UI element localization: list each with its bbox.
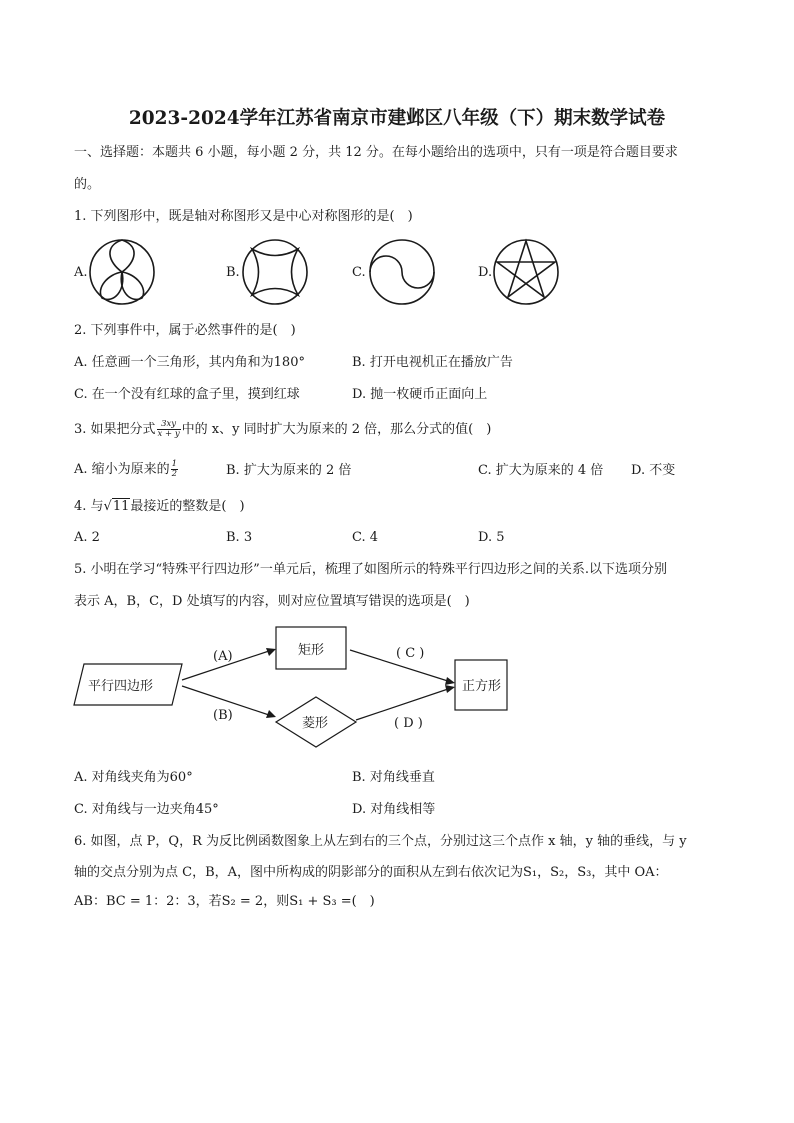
q1-option-d-label: D.	[478, 265, 493, 280]
exam-title: 2023-2024学年江苏省南京市建邺区八年级（下）期末数学试卷	[128, 108, 666, 129]
q4-stem-post: 最接近的整数是( )	[130, 499, 245, 514]
q6-stem-line1: 6. 如图，点 P，Q，R 为反比例函数图象上从左到右的三个点，分别过这三个点作 x 轴，y 轴的垂线，与 y	[74, 834, 687, 849]
three-petal-circle-icon	[90, 240, 154, 304]
arrow-b-head	[266, 710, 276, 718]
arrow-c-head	[445, 677, 455, 685]
arrow-a-head	[266, 648, 276, 656]
pentagram-circle-icon	[494, 240, 558, 304]
q1-option-b-label: B.	[226, 265, 240, 280]
parallelogram-label: 平行四边形	[88, 679, 154, 694]
q5-option-d: D. 对角线相等	[352, 802, 436, 817]
arrow-d-head	[445, 685, 455, 693]
diagram-label-d: ( D )	[394, 716, 423, 731]
q3-option-b: B. 扩大为原来的 2 倍	[226, 463, 352, 478]
q4-option-a: A. 2	[74, 530, 100, 545]
q4-stem	[74, 498, 245, 516]
q1-option-c-label: C.	[352, 265, 366, 280]
q6-stem-line3: AB：BC = 1：2：3，若S₂ = 2，则S₁ + S₃ =( )	[74, 894, 375, 909]
q4-option-b: B. 3	[226, 530, 253, 545]
q5-option-a: A. 对角线夹角为60°	[74, 770, 193, 785]
q1-stem: 1. 下列图形中，既是轴对称图形又是中心对称图形的是( )	[74, 209, 413, 224]
rhombus-label: 菱形	[302, 716, 329, 731]
diagram-label-c: ( C )	[396, 646, 425, 661]
q5-option-b: B. 对角线垂直	[352, 770, 435, 785]
radical-sign: √	[103, 499, 112, 514]
rectangle-label: 矩形	[298, 643, 325, 658]
q2-stem: 2. 下列事件中，属于必然事件的是( )	[74, 323, 296, 338]
q3-option-a-fraction	[171, 460, 178, 479]
q5-stem-line1: 5. 小明在学习“特殊平行四边形”一单元后，梳理了如图所示的特殊平行四边形之间的关系.以下选项分别	[74, 562, 667, 577]
q6-stem-line2: 轴的交点分别为点 C，B，A，图中所构成的阴影部分的面积从左到右依次记为S₁，S₂，S₃，其中 OA：	[74, 865, 668, 880]
q3-option-a-text: A. 缩小为原来的	[74, 462, 170, 477]
diagram-label-b: (B)	[213, 708, 233, 723]
q3-option-c: C. 扩大为原来的 4 倍	[478, 463, 604, 478]
q2-option-b: B. 打开电视机正在播放广告	[352, 355, 513, 370]
q1-option-a-label: A.	[74, 265, 88, 280]
q5-stem-line2: 表示 A，B，C，D 处填写的内容，则对应位置填写错误的选项是( )	[74, 594, 470, 609]
q3-option-a-numerator: 1	[171, 459, 178, 469]
q3-fraction-denominator: x + y	[157, 429, 180, 439]
yin-yang-curve-circle-icon	[370, 240, 434, 304]
curved-square-circle-icon	[243, 240, 307, 304]
square-label: 正方形	[462, 679, 502, 694]
q4-stem-pre: 4. 与	[74, 499, 104, 514]
section-heading-line2: 的。	[74, 177, 101, 192]
q3-fraction	[157, 420, 181, 439]
section-heading-line1: 一、选择题：本题共 6 小题，每小题 2 分，共 12 分。在每小题给出的选项中，只有一项是符合题目要求	[74, 145, 678, 160]
q3-option-a-denominator: 2	[171, 469, 178, 479]
q3-stem-post: 中的 x、y 同时扩大为原来的 2 倍，那么分式的值( )	[181, 422, 492, 437]
q2-option-a: A. 任意画一个三角形，其内角和为180°	[74, 355, 305, 370]
q2-option-c: C. 在一个没有红球的盒子里，摸到红球	[74, 387, 300, 402]
q3-option-a	[74, 460, 179, 479]
q4-radicand: 11	[112, 499, 130, 514]
diagram-label-a: (A)	[213, 649, 233, 664]
q4-option-d: D. 5	[478, 530, 505, 545]
q3-stem-pre: 3. 如果把分式	[74, 422, 156, 437]
q4-option-c: C. 4	[352, 530, 379, 545]
q2-option-d: D. 抛一枚硬币正面向上	[352, 387, 488, 402]
q5-option-c: C. 对角线与一边夹角45°	[74, 802, 219, 817]
q3-option-d: D. 不变	[631, 463, 676, 478]
q3-stem	[74, 420, 491, 439]
q3-fraction-numerator: 3xy	[157, 420, 181, 430]
